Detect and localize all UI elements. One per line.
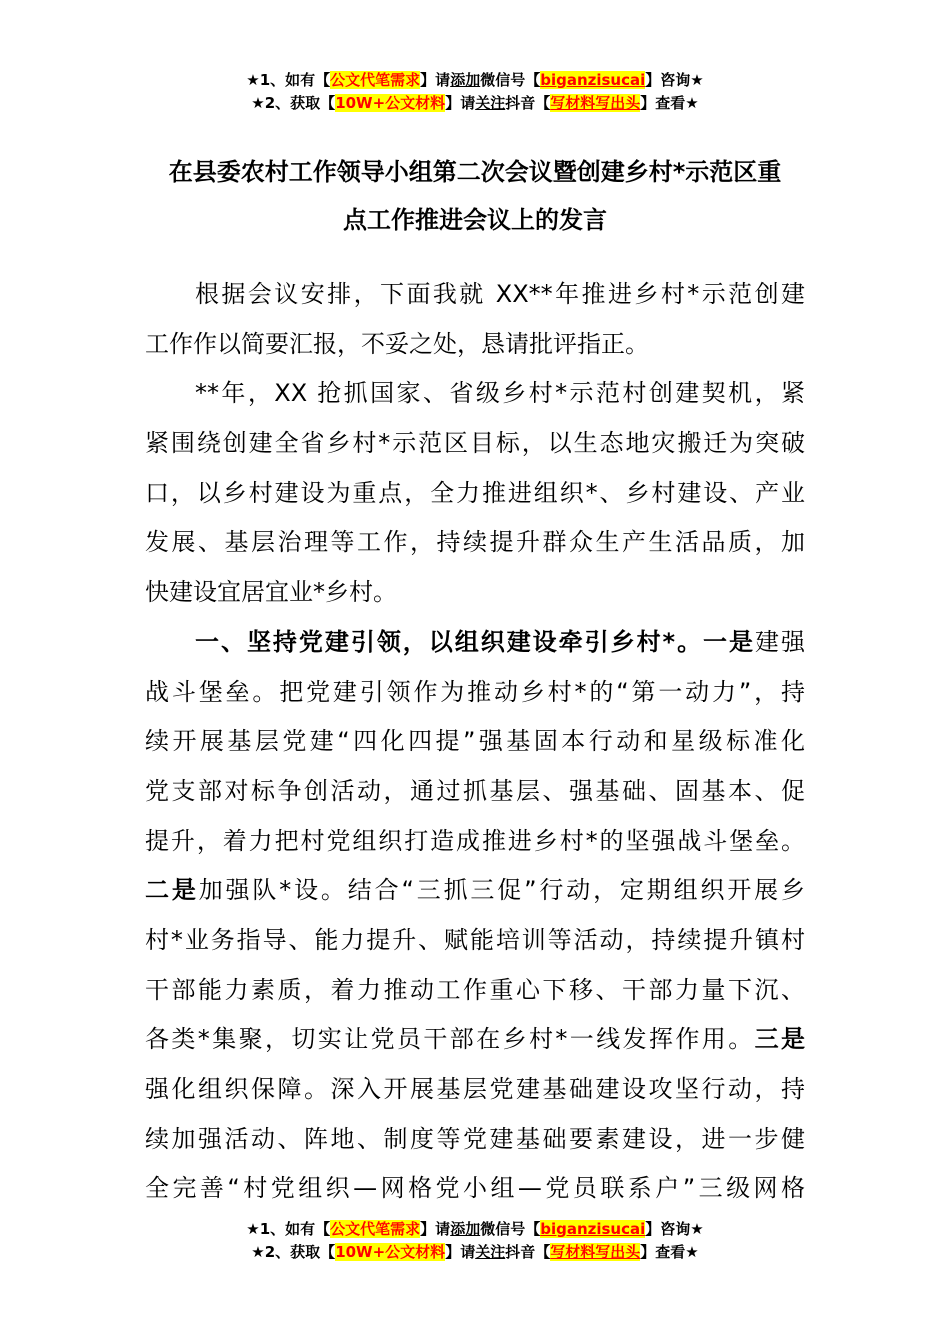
banner-highlight: 公文代笔需求 <box>330 71 421 89</box>
banner-highlight: biganzisucai <box>540 1220 646 1238</box>
text-line <box>145 1065 805 1115</box>
text-line <box>145 966 805 1016</box>
text-line <box>145 270 805 320</box>
text-line <box>145 1015 805 1065</box>
banner-underline: 添加 <box>450 1220 481 1238</box>
text-line <box>145 668 805 718</box>
body-text: 村*业务指导、能力提升、赋能培训等活动，持续提升镇村 <box>145 925 805 954</box>
banner-text: 抖音【 <box>505 94 551 112</box>
bold-text: 一、坚持党建引领，以组织建设牵引乡村*。一是 <box>195 627 756 656</box>
body-text: 建强 <box>755 627 805 656</box>
banner-underline: 关注 <box>475 94 506 112</box>
body-text: 续加强活动、阵地、制度等党建基础要素建设，进一步健 <box>145 1124 805 1153</box>
banner-text: ★2、获取【 <box>251 1243 336 1261</box>
title-line-1: 在县委农村工作领导小组第二次会议暨创建乡村*示范区重 <box>168 158 782 186</box>
text-line <box>145 767 805 817</box>
body-text: 党支部对标争创活动，通过抓基层、强基础、固基本、促 <box>145 776 805 805</box>
body-text: 快建设宜居宜业*乡村。 <box>145 578 397 607</box>
banner-text: ★1、如有【 <box>246 71 331 89</box>
banner-highlight: 10W+公文材料 <box>335 1243 446 1261</box>
text-line <box>145 568 805 618</box>
text-line <box>145 1164 805 1214</box>
banner-line-1 <box>0 69 950 92</box>
banner-highlight: 公文代笔需求 <box>330 1220 421 1238</box>
banner-text: ★2、获取【 <box>251 94 336 112</box>
body-text: 全完善“村党组织—网格党小组—党员联系户”三级网格 <box>145 1174 805 1203</box>
body-text: **年，XX 抢抓国家、省级乡村*示范村创建契机，紧 <box>195 379 805 408</box>
text-line <box>145 320 805 370</box>
body-text: 强化组织保障。深入开展基层党建基础建设攻坚行动，持 <box>145 1075 805 1103</box>
text-line <box>145 1115 805 1165</box>
banner-text: 微信号【 <box>480 71 541 89</box>
header-banner <box>0 69 950 115</box>
text-line <box>145 717 805 767</box>
banner-text: ★1、如有【 <box>246 1220 331 1238</box>
body-text: 各类*集聚，切实让党员干部在乡村*一线发挥作用。 <box>145 1025 755 1054</box>
banner-text: 】请 <box>445 1243 476 1261</box>
banner-text: 】咨询★ <box>645 1220 704 1238</box>
banner-underline: 关注 <box>475 1243 506 1261</box>
banner-line-2 <box>0 92 950 115</box>
banner-highlight: 写材料写出头 <box>550 1243 641 1261</box>
banner-text: 抖音【 <box>505 1243 551 1261</box>
text-line <box>145 916 805 966</box>
body-text: 紧围绕创建全省乡村*示范区目标，以生态地灾搬迁为突破 <box>145 429 805 458</box>
banner-text: 】请 <box>420 71 451 89</box>
bold-text: 三是 <box>754 1025 806 1054</box>
body-text: 续开展基层党建“四化四提”强基固本行动和星级标准化 <box>145 727 805 756</box>
text-line <box>145 518 805 568</box>
banner-line-1 <box>0 1218 950 1241</box>
body-text: 加强队*设。结合“三抓三促”行动，定期组织开展乡 <box>198 876 806 905</box>
banner-text: 】查看★ <box>640 94 699 112</box>
body-text: 工作作以简要汇报，不妥之处，恳请批评指正。 <box>145 329 649 358</box>
body-text: 发展、基层治理等工作，持续提升群众生产生活品质，加 <box>145 528 805 557</box>
banner-text: 】请 <box>445 94 476 112</box>
document-title <box>0 148 950 244</box>
document-body <box>145 270 805 1214</box>
body-text: 口，以乡村建设为重点，全力推进组织*、乡村建设、产业 <box>145 478 805 507</box>
banner-text: 微信号【 <box>480 1220 541 1238</box>
text-line <box>145 817 805 867</box>
text-line <box>145 618 805 668</box>
text-line <box>145 866 805 916</box>
banner-underline: 添加 <box>450 71 481 89</box>
banner-highlight: 写材料写出头 <box>550 94 641 112</box>
footer-banner <box>0 1218 950 1264</box>
banner-highlight: biganzisucai <box>540 71 646 89</box>
banner-text: 】查看★ <box>640 1243 699 1261</box>
body-text: 干部能力素质，着力推动工作重心下移、干部力量下沉、 <box>145 975 805 1004</box>
body-text: 根据会议安排，下面我就 XX**年推进乡村*示范创建 <box>195 280 805 308</box>
banner-highlight: 10W+公文材料 <box>335 94 446 112</box>
text-line <box>145 369 805 419</box>
body-text: 战斗堡垒。把党建引领作为推动乡村*的“第一动力”，持 <box>145 677 805 706</box>
title-line-2: 点工作推进会议上的发言 <box>343 206 607 234</box>
banner-text: 】请 <box>420 1220 451 1238</box>
text-line <box>145 469 805 519</box>
banner-line-2 <box>0 1241 950 1264</box>
text-line <box>145 419 805 469</box>
body-text: 提升，着力把村党组织打造成推进乡村*的坚强战斗堡垒。 <box>145 826 805 855</box>
bold-text: 二是 <box>145 876 199 905</box>
banner-text: 】咨询★ <box>645 71 704 89</box>
